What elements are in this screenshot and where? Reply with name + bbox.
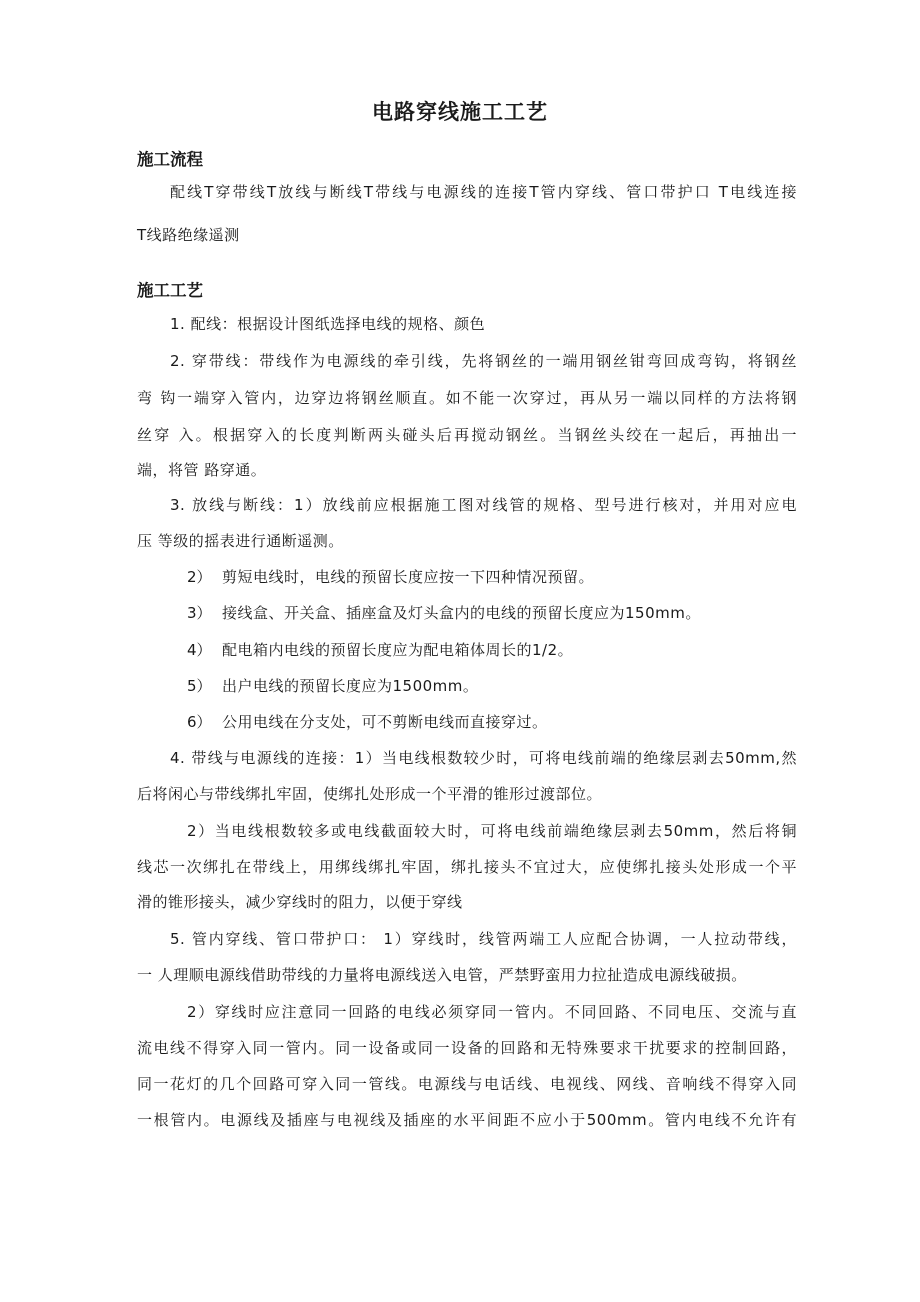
item2-line: 端，将管 路穿通。 (137, 461, 267, 479)
item4b-line: 2）当电线根数较多或电线截面较大时，可将电线前端绝缘层剥去50mm，然后将铜 (187, 822, 797, 840)
item1-text: 1. 配线：根据设计图纸选择电线的规格、颜色 (170, 315, 486, 333)
process-line-2: T线路绝缘遥测 (137, 226, 240, 244)
item4b-line: 线芯一次绑扎在带线上，用绑线绑扎牢固，绑扎接头不宜过大，应使绑扎接头处形成一个平 (137, 858, 797, 876)
item2-line: 2. 穿带线：带线作为电源线的牵引线，先将钢丝的一端用钢丝钳弯回成弯钩，将钢丝 (170, 352, 797, 370)
item5b-line: 同一花灯的几个回路可穿入同一管线。电源线与电话线、电视线、网线、音响线不得穿入同 (137, 1075, 797, 1093)
sub-item-number: 3） (187, 604, 212, 622)
sub-item-number: 4） (187, 641, 212, 659)
item2-line: 弯 钩一端穿入管内，边穿边将钢丝顺直。如不能一次穿过，再从另一端以同样的方法将钢 (137, 389, 797, 407)
sub-item-text: 剪短电线时，电线的预留长度应按一下四种情况预留。 (222, 568, 595, 586)
sub-item-text: 出户电线的预留长度应为1500mm。 (222, 677, 479, 695)
item5b-line: 一根管内。电源线及插座与电视线及插座的水平间距不应小于500mm。管内电线不允许有 (137, 1111, 797, 1129)
item5-line: 一 人理顺电源线借助带线的力量将电源线送入电管，严禁野蛮用力拉扯造成电源线破损。 (137, 966, 747, 984)
document-title: 电路穿线施工工艺 (372, 100, 548, 124)
sub-item-number: 2） (187, 568, 212, 586)
process-line-1: 配线T穿带线T放线与断线T带线与电源线的连接T管内穿线、管口带护口 T电线连接 (170, 183, 797, 201)
item4-line: 后将闲心与带线绑扎牢固，使绑扎处形成一个平滑的锥形过渡部位。 (137, 785, 603, 803)
sub-item-number: 5） (187, 677, 212, 695)
item3-line: 3. 放线与断线：1）放线前应根据施工图对线管的规格、型号进行核对，并用对应电 (170, 496, 797, 514)
sub-item-text: 配电箱内电线的预留长度应为配电箱体周长的1/2。 (222, 641, 574, 659)
item2-line: 丝穿 入。根据穿入的长度判断两头碰头后再搅动钢丝。当钢丝头绞在一起后，再抽出一 (137, 426, 797, 444)
section-heading-craft: 施工工艺 (137, 281, 203, 300)
item5b-line: 2）穿线时应注意同一回路的电线必须穿同一管内。不同回路、不同电压、交流与直 (187, 1003, 797, 1021)
sub-item-text: 接线盒、开关盒、插座盒及灯头盒内的电线的预留长度应为150mm。 (222, 604, 701, 622)
item5-line: 5. 管内穿线、管口带护口： 1）穿线时，线管两端工人应配合协调，一人拉动带线， (170, 930, 797, 948)
item4b-line: 滑的锥形接头，减少穿线时的阻力，以便于穿线 (137, 893, 463, 911)
sub-item-number: 6） (187, 713, 212, 731)
item5b-line: 流电线不得穿入同一管内。同一设备或同一设备的回路和无特殊要求干扰要求的控制回路， (137, 1039, 797, 1057)
sub-item-text: 公用电线在分支处，可不剪断电线而直接穿过。 (222, 713, 548, 731)
item4-line: 4. 带线与电源线的连接：1）当电线根数较少时，可将电线前端的绝缘层剥去50mm,然 (170, 749, 797, 767)
item3-line: 压 等级的摇表进行通断遥测。 (137, 532, 344, 550)
section-heading-process: 施工流程 (137, 150, 203, 169)
